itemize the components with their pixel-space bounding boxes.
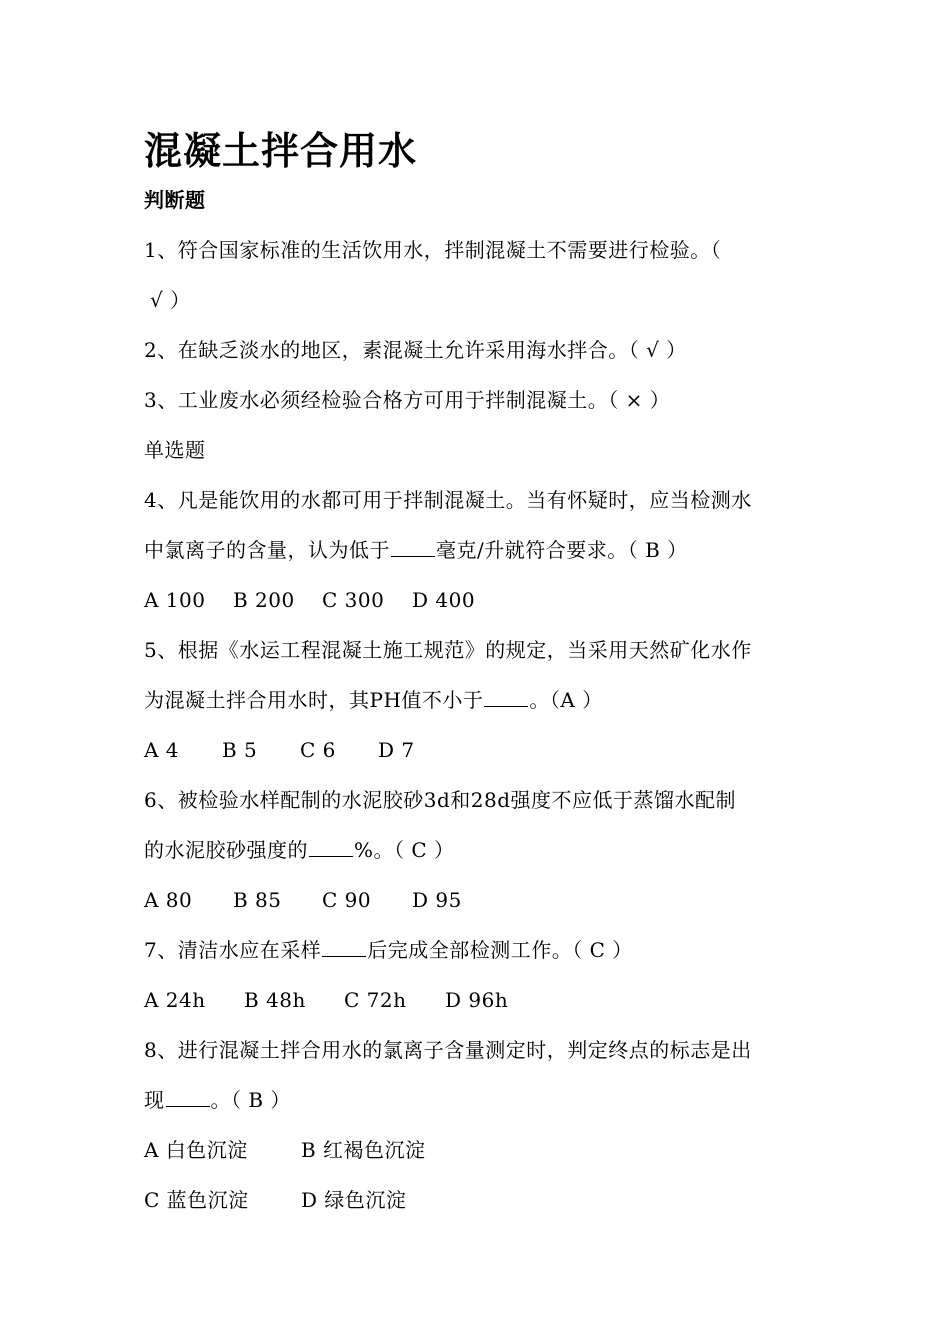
question-5-line-2 [144,686,603,714]
question-2: 2、在缺乏淡水的地区，素混凝土允许采用海水拌合。（ √ ） [144,338,687,362]
question-8-options-row-1 [144,1136,426,1164]
option-d: D 400 [412,588,476,612]
question-5-options [144,736,415,764]
question-7-text-after-blank: 后完成全部检测工作。（ C ） [367,938,633,962]
page-title: 混凝土拌合用水 [144,129,418,173]
option-b: B 85 [233,888,282,912]
question-6-options [144,886,462,914]
question-4-line-2 [144,536,688,564]
question-4-text-before-blank: 中氯离子的含量，认为低于 [144,538,390,562]
question-8-text-after-blank: 。（ B ） [210,1088,291,1112]
option-d: D 96h [445,988,509,1012]
question-5-text-after-blank: 。（A ） [529,688,603,712]
question-6-line-1: 6、被检验水样配制的水泥胶砂3d和28d强度不应低于蒸馏水配制 [144,788,737,812]
question-4-line-1: 4、凡是能饮用的水都可用于拌制混凝土。当有怀疑时，应当检测水 [144,488,752,512]
option-a: A 白色沉淀 [144,1138,248,1162]
answer-blank [322,938,366,957]
option-d: D 绿色沉淀 [301,1188,407,1212]
option-b: B 200 [233,588,295,612]
section-heading-single: 单选题 [144,438,206,462]
question-5-text-before-blank: 为混凝土拌合用水时，其PH值不小于 [144,688,484,712]
question-6-text-before-blank: 的水泥胶砂强度的 [144,838,308,862]
answer-blank [484,688,528,707]
option-a: A 100 [144,588,206,612]
option-a: A 24h [144,988,206,1012]
answer-blank [391,538,435,557]
question-7-text-before-blank: 7、清洁水应在采样 [144,938,322,962]
answer-blank [309,838,353,857]
option-b: B 48h [244,988,306,1012]
option-c: C 6 [300,738,336,762]
question-1-line-2: √ ） [150,288,191,312]
question-8-options-row-2 [144,1186,406,1214]
option-c: C 90 [322,888,372,912]
option-c: C 300 [322,588,385,612]
option-d: D 95 [412,888,462,912]
question-8-text-before-blank: 现 [144,1088,165,1112]
question-7 [144,936,633,964]
option-c: C 蓝色沉淀 [144,1188,249,1212]
question-1-line-1: 1、符合国家标准的生活饮用水，拌制混凝土不需要进行检验。（ [144,238,722,262]
question-3: 3、工业废水必须经检验合格方可用于拌制混凝土。（ × ） [144,388,671,412]
question-8-line-2 [144,1086,291,1114]
option-a: A 4 [144,738,180,762]
question-7-options [144,986,508,1014]
option-d: D 7 [378,738,415,762]
question-8-line-1: 8、进行混凝土拌合用水的氯离子含量测定时，判定终点的标志是出 [144,1038,752,1062]
option-a: A 80 [144,888,193,912]
question-5-line-1: 5、根据《水运工程混凝土施工规范》的规定，当采用天然矿化水作 [144,638,752,662]
question-6-line-2 [144,836,455,864]
question-4-options [144,586,475,614]
option-b: B 红褐色沉淀 [301,1138,426,1162]
option-c: C 72h [344,988,407,1012]
question-4-text-after-blank: 毫克/升就符合要求。（ B ） [436,538,688,562]
option-b: B 5 [222,738,258,762]
answer-blank [166,1088,210,1107]
section-heading-judgment: 判断题 [144,188,206,212]
question-6-text-after-blank: %。（ C ） [354,838,455,862]
